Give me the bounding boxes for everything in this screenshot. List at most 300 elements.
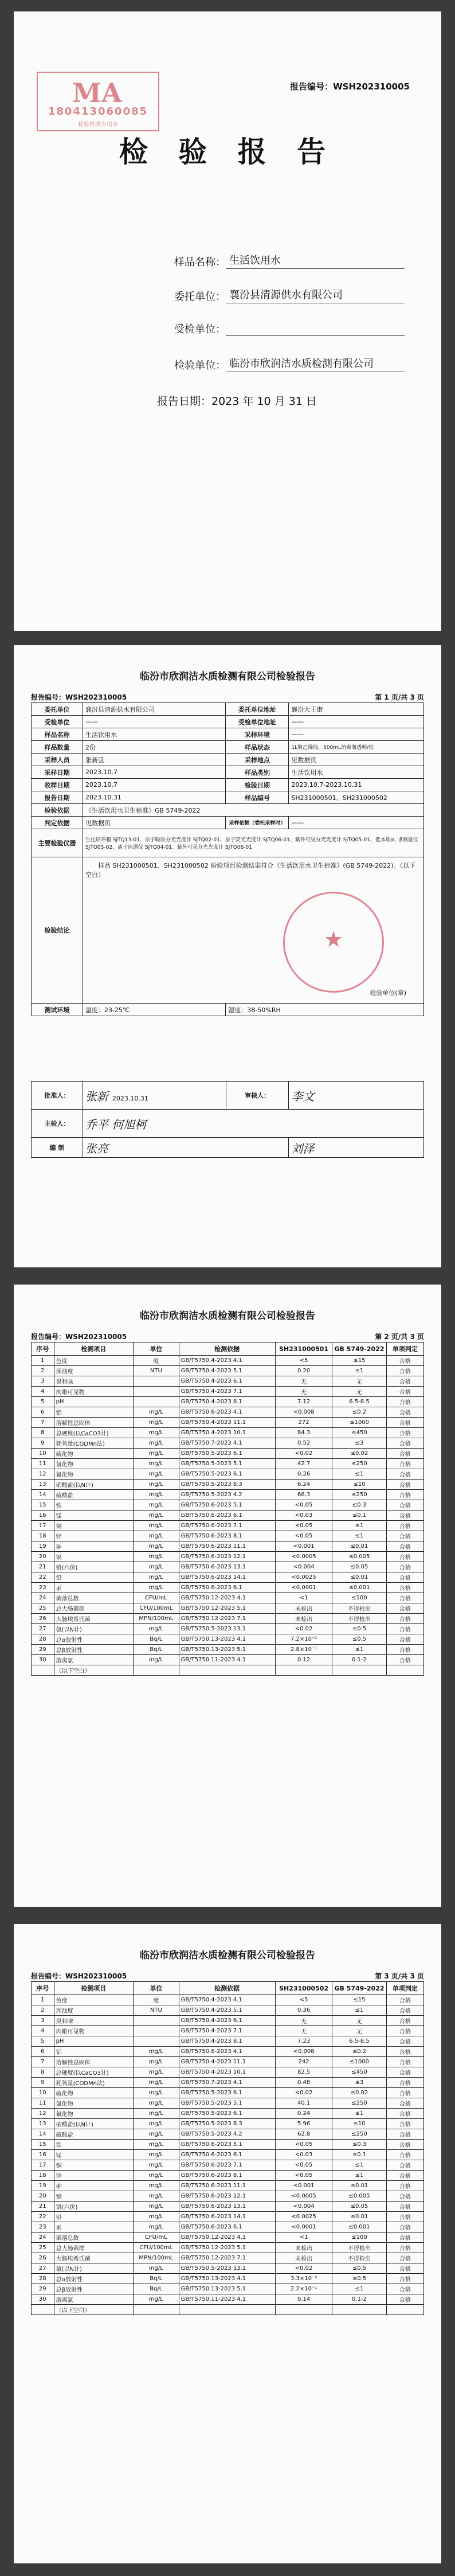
info-label: 样品数量 <box>32 741 83 754</box>
table-cell: 29 <box>32 2284 54 2294</box>
table-cell: 合格 <box>386 1624 423 1634</box>
table-cell: GB/T5750.13-2023 5.1 <box>179 1645 275 1655</box>
report-page-3 <box>14 1924 441 2563</box>
report-number: 报告编号：WSH202310005 <box>31 1972 127 1980</box>
table-cell: 不得检出 <box>332 2243 386 2253</box>
table-cell: 合格 <box>386 1995 423 2005</box>
approver-cell <box>83 1082 226 1110</box>
table-cell: GB/T5750.5-2023 13.1 <box>179 1624 275 1634</box>
table-row <box>32 1366 424 1376</box>
table-cell: mg/L <box>134 2294 179 2305</box>
table-row <box>32 1572 424 1583</box>
cover-row-inspected <box>140 321 405 336</box>
report-page-2 <box>14 1285 441 1907</box>
table-row <box>32 2078 424 2088</box>
table-row <box>32 2067 424 2078</box>
table-cell: 合格 <box>386 1521 423 1531</box>
table-cell: <0.02 <box>275 2088 332 2098</box>
info-row <box>32 766 424 779</box>
table-cell: mg/L <box>134 1511 179 1521</box>
table-cell: 10 <box>32 1449 54 1459</box>
table-cell: 汞 <box>54 2222 133 2232</box>
table-cell: 无 <box>332 1376 386 1387</box>
table-cell: 合格 <box>386 1490 423 1500</box>
table-cell: 铬(六价) <box>54 2202 133 2212</box>
table-cell: mg/L <box>134 2098 179 2109</box>
table-cell: 合格 <box>386 2088 423 2098</box>
table-cell: 84.3 <box>275 1428 332 1438</box>
table-cell: 6 <box>32 1407 54 1418</box>
reviewer-signature: 李文 <box>291 1089 315 1103</box>
info-row <box>32 716 424 728</box>
table-cell: mg/L <box>134 2057 179 2067</box>
table-cell: 15 <box>32 1500 54 1511</box>
cover-row-sample <box>140 252 405 269</box>
table-cell: <0.02 <box>275 2263 332 2274</box>
table-cell: GB/T5750.6-2023 14.1 <box>179 2212 275 2222</box>
table-row <box>32 1500 424 1511</box>
table-cell: 2.8×10⁻¹ <box>275 1645 332 1655</box>
table-row <box>32 2212 424 2222</box>
info-row <box>32 703 424 716</box>
table-cell: 合格 <box>386 1531 423 1541</box>
table-cell: GB/T5750.4-2023 11.1 <box>179 2057 275 2067</box>
ma-mark: MA <box>72 77 122 108</box>
equipment-row <box>32 829 424 857</box>
table-cell: 合格 <box>386 2109 423 2119</box>
table-cell: 合格 <box>386 1500 423 1511</box>
table-cell: 6.5-8.5 <box>332 2036 386 2047</box>
table-row <box>32 2098 424 2109</box>
table-cell: GB/T5750.5-2023 8.3 <box>179 2119 275 2129</box>
table-cell: GB/T5750.6-2023 13.1 <box>179 2202 275 2212</box>
table-cell: 3.3×10⁻² <box>275 2274 332 2284</box>
table-cell: ≤1000 <box>332 2057 386 2067</box>
table-cell: 23 <box>32 1583 54 1593</box>
table-cell: 锰 <box>54 2150 133 2160</box>
env-humidity: 湿度：38-50%RH <box>226 1004 424 1016</box>
table-cell: mg/L <box>134 2171 179 2181</box>
table-cell: 7.23 <box>275 2036 332 2047</box>
table-cell: 合格 <box>386 1603 423 1614</box>
table-cell: 28 <box>32 2274 54 2284</box>
table-cell: GB/T5750.4-2023 4.1 <box>179 1995 275 2005</box>
table-cell <box>179 1665 275 1676</box>
table-cell: 硫化物 <box>54 2088 133 2098</box>
column-header: 序号 <box>32 1342 54 1356</box>
report-number: 报告编号：WSH202310005 <box>31 1333 127 1341</box>
table-cell: 氨(以N计) <box>54 2263 133 2274</box>
table-cell: 硫化物 <box>54 1449 133 1459</box>
table-row <box>32 2171 424 2181</box>
decision-label: 判定依据 <box>32 817 83 829</box>
sampling-basis-label: 采样依据（委托采样时） <box>226 817 289 829</box>
table-row <box>32 1356 424 1366</box>
table-cell: 25 <box>32 1603 54 1614</box>
table-cell: ≤3 <box>332 2078 386 2088</box>
table-cell: 19 <box>32 1541 54 1552</box>
table-cell: mg/L <box>134 1428 179 1438</box>
table-cell <box>134 1665 179 1676</box>
table-cell: 合格 <box>386 1552 423 1562</box>
page-number: 第 3 页/共 3 页 <box>375 1972 424 1980</box>
table-cell: mg/L <box>134 1572 179 1583</box>
table-cell: 合格 <box>386 2119 423 2129</box>
column-header: GB 5749-2022 <box>332 1982 386 1995</box>
info-value: 生活饮用水 <box>83 728 225 741</box>
table-cell: GB/T5750.5-2023 6.1 <box>179 1469 275 1480</box>
table-row <box>32 1418 424 1428</box>
table-cell: ≤1 <box>332 2171 386 2181</box>
info-row <box>32 741 424 754</box>
table-cell: 27 <box>32 1624 54 1634</box>
info-label: 受检单位 <box>32 716 83 728</box>
info-value: 见数据页 <box>289 754 424 766</box>
table-cell: 合格 <box>386 2202 423 2212</box>
conclusion-text: 样品 SH231000501、SH231000502 检验项目检测结果符合《生活饮用水卫生标准》(GB 5749-2022)。（以下空白） <box>85 862 416 879</box>
table-row <box>32 2232 424 2243</box>
table-cell: ≤250 <box>332 2129 386 2140</box>
table-cell: <0.0005 <box>275 1552 332 1562</box>
table-row <box>32 1459 424 1469</box>
table-cell: 色度 <box>54 1356 133 1366</box>
table-row <box>32 1655 424 1665</box>
table-cell <box>134 2026 179 2036</box>
table-cell: GB/T5750.11-2023 4.1 <box>179 2294 275 2305</box>
table-cell: 12 <box>32 1469 54 1480</box>
decision-value: 见数据页 <box>83 817 225 829</box>
table-cell <box>134 1397 179 1407</box>
reviewer-cell <box>289 1082 424 1110</box>
table-cell: 23 <box>32 2222 54 2232</box>
table-cell: 合格 <box>386 1572 423 1583</box>
table-cell: 氟化物 <box>54 1469 133 1480</box>
table-cell: 菌落总数 <box>54 1593 133 1603</box>
table-cell: 合格 <box>386 2026 423 2036</box>
table-cell: 锰 <box>54 1511 133 1521</box>
table-cell: <0.05 <box>275 2171 332 2181</box>
table-cell: 浑浊度 <box>54 2005 133 2016</box>
table-cell: （以下空白） <box>54 2305 133 2315</box>
table-row <box>32 2047 424 2057</box>
table-cell: 合格 <box>386 1407 423 1418</box>
table-cell: ≤0.01 <box>332 2181 386 2191</box>
table-cell: 合格 <box>386 2212 423 2222</box>
equipment-label: 主要检验仪器 <box>32 829 83 857</box>
table-row <box>32 2016 424 2026</box>
table-cell: ≤0.3 <box>332 2140 386 2150</box>
table-cell: 合格 <box>386 2181 423 2191</box>
table-cell: <0.05 <box>275 2160 332 2171</box>
table-cell: 合格 <box>386 1438 423 1449</box>
column-header: 单项判定 <box>386 1342 423 1356</box>
table-cell <box>32 1665 54 1676</box>
table-cell: 无 <box>332 2026 386 2036</box>
table-cell: 21 <box>32 1562 54 1572</box>
table-cell: 合格 <box>386 2222 423 2232</box>
table-cell: mg/L <box>134 1531 179 1541</box>
table-cell: GB/T5750.6-2023 6.1 <box>179 2222 275 2232</box>
inspector-cell <box>83 1110 423 1138</box>
table-cell <box>32 2305 54 2315</box>
table-cell: 铬(六价) <box>54 1562 133 1572</box>
table-row <box>32 1603 424 1614</box>
table-cell: mg/L <box>134 2202 179 2212</box>
inspector-label: 主检人： <box>32 1110 83 1138</box>
table-cell: mg/L <box>134 2222 179 2232</box>
table-cell: 肉眼可见物 <box>54 1387 133 1397</box>
table-cell: 2.2×10⁻¹ <box>275 2284 332 2294</box>
table-cell: 铝 <box>54 2047 133 2057</box>
info-label: 采样环境 <box>226 728 289 741</box>
table-cell: CFU/100mL <box>134 1603 179 1614</box>
table-cell: mg/L <box>134 2160 179 2171</box>
table-cell: 16 <box>32 2150 54 2160</box>
table-cell: 3 <box>32 2016 54 2026</box>
table-cell: 合格 <box>386 1397 423 1407</box>
table-cell: <1 <box>275 2232 332 2243</box>
table-row <box>32 2202 424 2212</box>
seal-note: 检验单位(章) <box>370 989 406 997</box>
company-seal <box>283 892 384 993</box>
table-cell: mg/L <box>134 1407 179 1418</box>
table-cell: ≤100 <box>332 2232 386 2243</box>
table-cell: ≤0.2 <box>332 1407 386 1418</box>
table-cell: 合格 <box>386 2005 423 2016</box>
table-row <box>32 2109 424 2119</box>
table-cell: 29 <box>32 1645 54 1655</box>
table-cell: 18 <box>32 2171 54 2181</box>
table-cell: mg/L <box>134 2150 179 2160</box>
table-cell: <0.001 <box>275 2181 332 2191</box>
column-header: 序号 <box>32 1982 54 1995</box>
table-cell: 8 <box>32 1428 54 1438</box>
table-cell: 耗氧量(CODMn法) <box>54 2078 133 2088</box>
table-cell: GB/T5750.4-2023 7.1 <box>179 2026 275 2036</box>
table-cell: ≤1 <box>332 1366 386 1376</box>
report-no-label: 报告编号： <box>290 81 334 92</box>
table-cell: 18 <box>32 1531 54 1541</box>
table-cell: ≤1 <box>332 1645 386 1655</box>
table-cell: 合格 <box>386 2263 423 2274</box>
table-cell: 未检出 <box>275 2243 332 2253</box>
table-cell: <0.001 <box>275 1541 332 1552</box>
table-cell: Bq/L <box>134 2274 179 2284</box>
table-row <box>32 2036 424 2047</box>
approver-row <box>32 1082 424 1110</box>
table-row <box>32 1541 424 1552</box>
page-header <box>31 1971 424 1981</box>
table-cell: 1 <box>32 1995 54 2005</box>
table-cell: GB/T5750.5-2023 6.1 <box>179 2109 275 2119</box>
table-cell: GB/T5750.12-2023 7.1 <box>179 1614 275 1624</box>
table-cell: 氨(以N计) <box>54 1624 133 1634</box>
table-cell: 7.2×10⁻² <box>275 1634 332 1645</box>
table-cell: GB/T5750.6-2023 7.1 <box>179 2160 275 2171</box>
table-cell: <0.004 <box>275 2202 332 2212</box>
table-cell: pH <box>54 1397 133 1407</box>
table-cell <box>332 2305 386 2315</box>
table-cell: 合格 <box>386 1562 423 1572</box>
table-cell: GB/T5750.6-2023 5.1 <box>179 2140 275 2150</box>
table-cell: 15 <box>32 2140 54 2150</box>
table-cell: mg/L <box>134 2191 179 2202</box>
table-cell: 硝酸盐(以N计) <box>54 2119 133 2129</box>
table-cell: GB/T5750.13-2023 5.1 <box>179 2284 275 2294</box>
table-cell: GB/T5750.4-2023 11.1 <box>179 1418 275 1428</box>
table-cell: 合格 <box>386 1583 423 1593</box>
column-header: 单位 <box>134 1982 179 1995</box>
table-cell: GB/T5750.6-2023 6.1 <box>179 1583 275 1593</box>
table-cell: 镉 <box>54 1552 133 1562</box>
table-row <box>32 1490 424 1500</box>
table-cell: 25 <box>32 2243 54 2253</box>
info-value: 2023.10.31 <box>83 791 225 804</box>
table-cell: mg/L <box>134 1480 179 1490</box>
table-cell: 合格 <box>386 2078 423 2088</box>
table-cell: mg/L <box>134 1562 179 1572</box>
table-cell: ≤1 <box>332 2005 386 2016</box>
column-header: 检测依据 <box>179 1342 275 1356</box>
table-row <box>32 1624 424 1634</box>
cover-value: 生活饮用水 <box>226 252 405 269</box>
info-label: 采样地点 <box>226 754 289 766</box>
table-cell: MPN/100mL <box>134 2253 179 2263</box>
cover-label: 受检单位： <box>174 323 226 335</box>
table-cell: 5.96 <box>275 2119 332 2129</box>
editor-row <box>32 1138 424 1158</box>
table-cell: ≤0.02 <box>332 1449 386 1459</box>
table-cell: ≤1 <box>332 1531 386 1541</box>
table-cell: MPN/100mL <box>134 1614 179 1624</box>
table-cell: 9 <box>32 2078 54 2088</box>
table-cell: GB/T5750.4-2023 7.1 <box>179 1387 275 1397</box>
table-cell: Bq/L <box>134 2284 179 2294</box>
table-cell: ≤0.005 <box>332 2191 386 2202</box>
table-cell: ≤0.01 <box>332 1541 386 1552</box>
table-cell: 6 <box>32 2047 54 2057</box>
table-cell <box>275 2305 332 2315</box>
table-row <box>32 2129 424 2140</box>
info-label: 委托单位 <box>32 703 83 716</box>
table-cell: GB/T5750.6-2023 6.1 <box>179 2150 275 2160</box>
table-cell: 合格 <box>386 2191 423 2202</box>
table-cell: 4 <box>32 2026 54 2036</box>
table-cell: 9 <box>32 1438 54 1449</box>
table-cell: NTU <box>134 2005 179 2016</box>
table-cell: 度 <box>134 1356 179 1366</box>
table-cell: GB/T5750.12-2023 4.1 <box>179 1593 275 1603</box>
page-header <box>31 1332 424 1341</box>
table-cell: mg/L <box>134 2047 179 2057</box>
table-cell: 19 <box>32 2181 54 2191</box>
table-cell: 合格 <box>386 1387 423 1397</box>
table-cell: 铜 <box>54 1521 133 1531</box>
report-number: 报告编号：WSH202310005 <box>31 693 127 701</box>
table-cell: ≤100 <box>332 1593 386 1603</box>
table-cell: GB/T5750.6-2023 4.1 <box>179 1407 275 1418</box>
table-cell: Bq/L <box>134 1634 179 1645</box>
column-header: 检测项目 <box>54 1342 133 1356</box>
table-row <box>32 1995 424 2005</box>
info-label: 采样日期 <box>32 766 83 779</box>
table-row <box>32 1665 424 1676</box>
table-cell <box>134 1387 179 1397</box>
table-cell: 0.20 <box>275 1366 332 1376</box>
ma-caption: 检验检测专用章 <box>78 122 118 128</box>
table-cell: 0.52 <box>275 1438 332 1449</box>
table-cell: 砷 <box>54 1541 133 1552</box>
table-cell: 总大肠菌群 <box>54 1603 133 1614</box>
column-header: 单项判定 <box>386 1982 423 1995</box>
table-cell: mg/L <box>134 1418 179 1428</box>
decision-row <box>32 817 424 829</box>
table-cell: 无 <box>332 2016 386 2026</box>
table-row <box>32 1593 424 1603</box>
table-cell: 不得检出 <box>332 2253 386 2263</box>
table-cell: 铁 <box>54 1500 133 1511</box>
table-cell: mg/L <box>134 2181 179 2191</box>
table-cell: 合格 <box>386 1614 423 1624</box>
info-label: 委托单位地址 <box>226 703 289 716</box>
table-cell <box>275 1665 332 1676</box>
table-cell: <0.0025 <box>275 1572 332 1583</box>
info-row <box>32 791 424 804</box>
basis-label: 检验依据 <box>32 804 83 817</box>
table-row <box>32 1438 424 1449</box>
table-cell: ≤0.02 <box>332 2088 386 2098</box>
table-cell: mg/L <box>134 1459 179 1469</box>
table-row <box>32 2274 424 2284</box>
reviewer-label: 审核人： <box>226 1082 289 1110</box>
table-cell: 合格 <box>386 2067 423 2078</box>
table-cell: 0.48 <box>275 2078 332 2088</box>
table-cell: GB/T5750.6-2023 11.1 <box>179 2181 275 2191</box>
table-cell: 总β放射性 <box>54 1645 133 1655</box>
table-cell: 大肠埃希氏菌 <box>54 1614 133 1624</box>
table-cell: 硫酸盐 <box>54 2129 133 2140</box>
table-row <box>32 2284 424 2294</box>
table-cell: mg/L <box>134 2067 179 2078</box>
cover-row-client <box>140 287 405 303</box>
table-cell: <0.008 <box>275 2047 332 2057</box>
table-cell: ≤3 <box>332 1438 386 1449</box>
info-label: 受检单位地址 <box>226 716 289 728</box>
table-row <box>32 2222 424 2232</box>
table-cell: 合格 <box>386 2129 423 2140</box>
table-row <box>32 2243 424 2253</box>
table-cell: 铅 <box>54 1572 133 1583</box>
column-header: 检测依据 <box>179 1982 275 1995</box>
table-cell: GB/T5750.5-2023 5.1 <box>179 1459 275 1469</box>
table-cell: 合格 <box>386 2253 423 2263</box>
table-cell <box>386 1665 423 1676</box>
cover-row-lab <box>140 356 405 372</box>
info-value: 2023.10.7-2023.10.31 <box>289 779 424 791</box>
table-row <box>32 2026 424 2036</box>
table-cell: 溶解性总固体 <box>54 2057 133 2067</box>
table-cell: GB/T5750.5-2023 6.1 <box>179 2088 275 2098</box>
info-row <box>32 779 424 791</box>
table-row <box>32 1583 424 1593</box>
table-cell: <0.05 <box>275 2140 332 2150</box>
conclusion-label: 检验结论 <box>32 857 83 1004</box>
table-cell: GB/T5750.12-2023 7.1 <box>179 2253 275 2263</box>
table-cell: GB/T5750.6-2023 8.1 <box>179 2171 275 2181</box>
table-cell: 镉 <box>54 2191 133 2202</box>
table-cell: 合格 <box>386 1655 423 1665</box>
table-cell: 菌落总数 <box>54 2232 133 2243</box>
